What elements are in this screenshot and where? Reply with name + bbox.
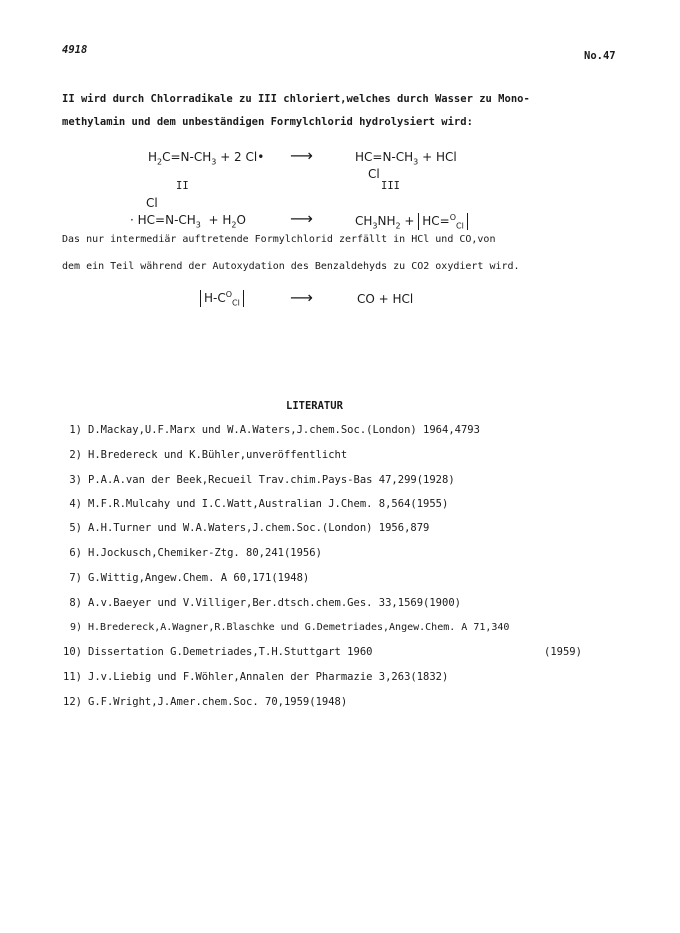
mid-text-line-1: Das nur intermediär auftretende Formylchlorid zerfällt in HCl und CO,von bbox=[62, 234, 496, 245]
literatur-title: LITERATUR bbox=[286, 400, 343, 412]
reaction-2-cl: Cl bbox=[146, 196, 158, 210]
reaction-1-left: $H_2C=N-CH_3 + 2$ Cl• bbox=[148, 150, 265, 167]
reaction-1-right: $HC=N-CH_3$ + HCl bbox=[355, 150, 457, 167]
journal-number: No.47 bbox=[584, 50, 616, 62]
reference-5: 5) A.H.Turner und W.A.Waters,J.chem.Soc.(London) 1956,879 bbox=[69, 522, 430, 534]
label-II: II bbox=[176, 180, 189, 192]
reference-1: 1) D.Mackay,U.F.Marx und W.A.Waters,J.chem.Soc.(London) 1964,4793 bbox=[69, 424, 480, 436]
reference-4: 4) M.F.R.Mulcahy und I.C.Watt,Australian J.Chem. 8,564(1955) bbox=[69, 498, 449, 510]
intro-line-2: methylamin und dem unbeständigen Formylchlorid hydrolysiert wird: bbox=[62, 116, 473, 128]
reference-10: 10) Dissertation G.Demetriades,T.H.Stuttgart 1960 bbox=[63, 646, 373, 658]
reference-11: 11) J.v.Liebig und F.Wöhler,Annalen der Pharmazie 3,263(1832) bbox=[63, 671, 449, 683]
reference-12: 12) G.F.Wright,J.Amer.chem.Soc. 70,1959(1948) bbox=[63, 696, 348, 708]
reference-9: 9) H.Bredereck,A.Wagner,R.Blaschke und G.Demetriades,Angew.Chem. A 71,340 bbox=[69, 622, 510, 633]
reference-7: 7) G.Wittig,Angew.Chem. A 60,171(1948) bbox=[69, 572, 310, 584]
reference-8: 8) A.v.Baeyer und V.Villiger,Ber.dtsch.chem.Ges. 33,1569(1900) bbox=[69, 597, 461, 609]
reaction-3-right: CO + HCl bbox=[357, 292, 414, 306]
page-number: 4918 bbox=[62, 44, 88, 56]
reaction-2-arrow: ⟶ bbox=[290, 209, 313, 228]
intro-line-1: II wird durch Chlorradikale zu III chloriert,welches durch Wasser zu Mono- bbox=[62, 93, 530, 105]
label-III: III bbox=[381, 180, 400, 192]
reference-10-year: (1959) bbox=[544, 646, 582, 658]
reaction-1-arrow: ⟶ bbox=[290, 146, 313, 165]
reaction-3-arrow: ⟶ bbox=[290, 288, 313, 307]
reaction-3-left: $H-C^O_{Cl}$ bbox=[200, 290, 244, 307]
reference-2: 2) H.Bredereck und K.Bühler,unveröffentlicht bbox=[69, 449, 348, 461]
mid-text-line-2: dem ein Teil während der Autoxydation des Benzaldehyds zu CO2 oxydiert wird. bbox=[62, 261, 520, 272]
reaction-2-left: · $HC=N-CH_3 + H_2O$ bbox=[130, 213, 246, 230]
reaction-1-cl: Cl bbox=[368, 167, 380, 181]
reference-3: 3) P.A.A.van der Beek,Recueil Trav.chim.Pays-Bas 47,299(1928) bbox=[69, 474, 455, 486]
reaction-2-right: $CH_3NH_2 + HC=^O_{Cl}$ bbox=[355, 213, 468, 230]
reference-6: 6) H.Jockusch,Chemiker-Ztg. 80,241(1956) bbox=[69, 547, 322, 559]
